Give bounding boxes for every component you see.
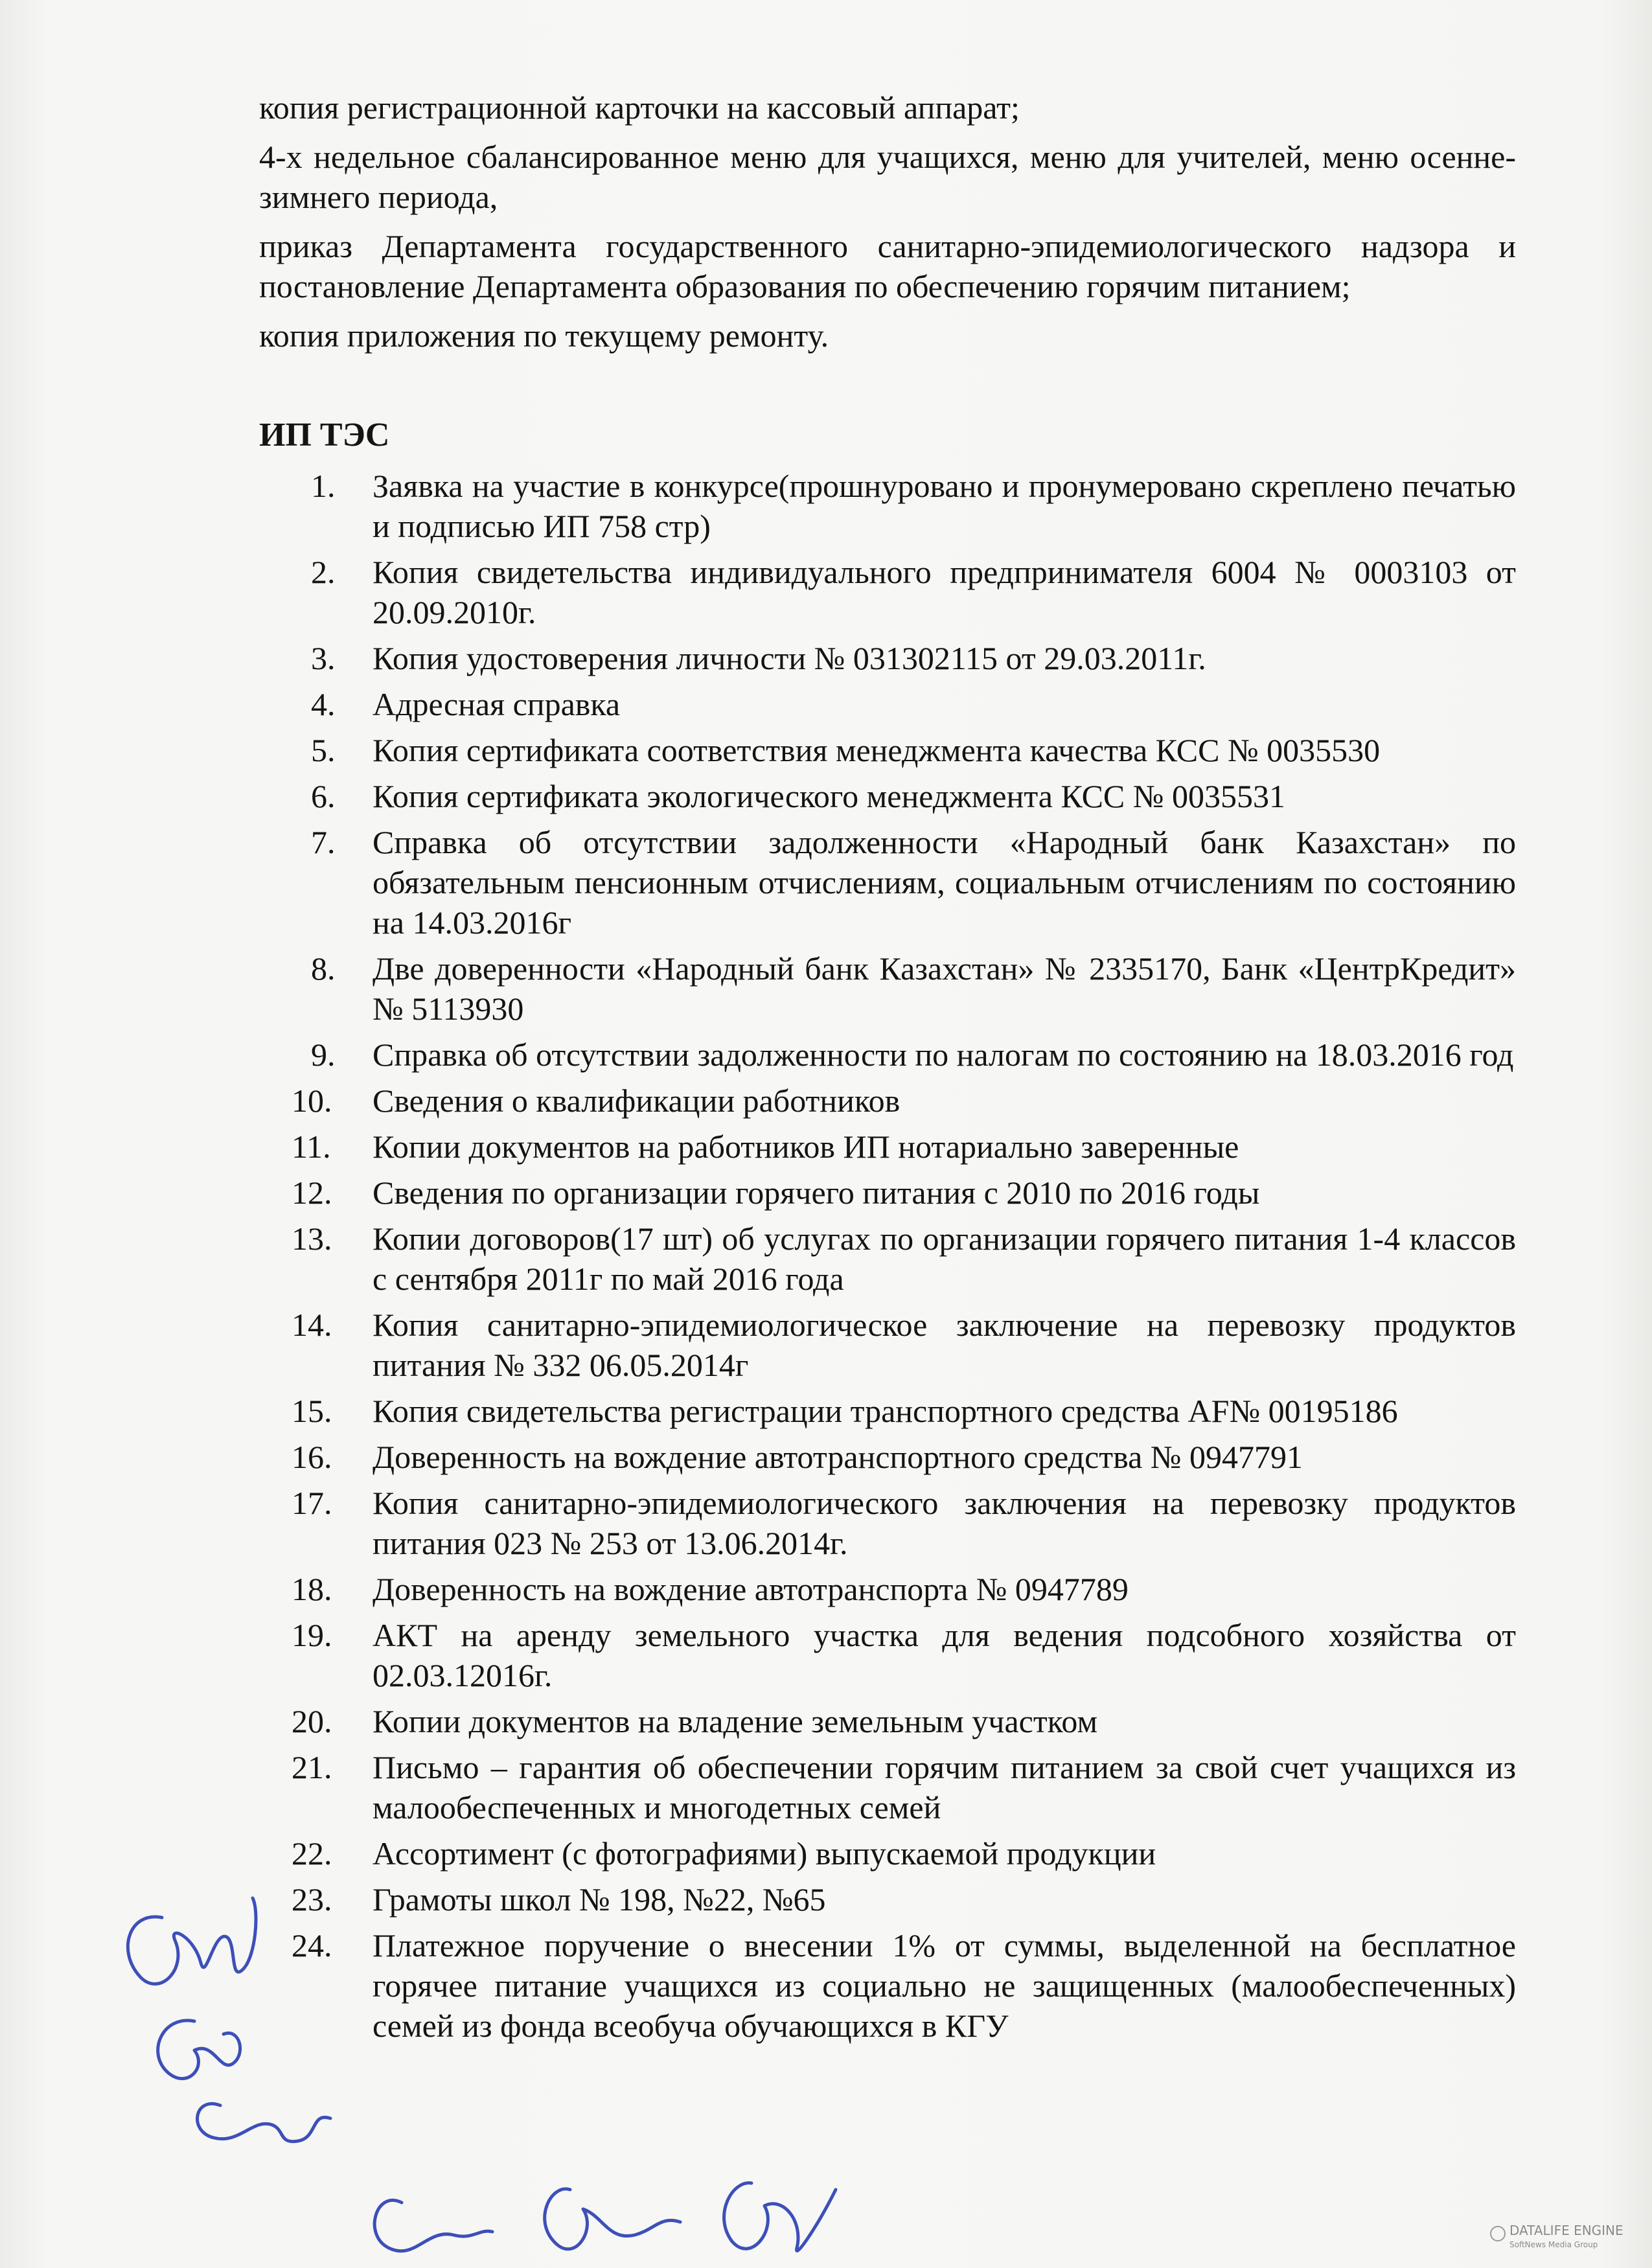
- list-item: [259, 1173, 1516, 1213]
- list-item-number: 22.: [292, 1835, 332, 1872]
- list-item: [259, 1305, 1516, 1385]
- list-item-text: Доверенность на вождение автотранспортного средства № 0947791: [373, 1439, 1303, 1475]
- list-item: [259, 1701, 1516, 1741]
- list-item-text: Адресная справка: [373, 686, 621, 722]
- list-item-number: 8.: [311, 950, 336, 987]
- list-item-number: 14.: [292, 1307, 332, 1343]
- list-item-number: 9.: [311, 1037, 336, 1073]
- document-body: [259, 87, 1516, 2052]
- list-item-text: Копии договоров(17 шт) об услугах по организации горячего питания 1-4 классов с сентября 2011г по май 2016 года: [373, 1220, 1516, 1297]
- list-item: [259, 1035, 1516, 1075]
- document-list: [259, 466, 1516, 2046]
- list-item-text: АКТ на аренду земельного участка для ведения подсобного хозяйства от 02.03.12016г.: [373, 1617, 1516, 1693]
- list-item: [259, 730, 1516, 770]
- list-item-text: Две доверенности «Народный банк Казахстан» № 2335170, Банк «ЦентрКредит» № 5113930: [373, 950, 1516, 1027]
- list-item-text: Копия сертификата соответствия менеджмента качества КСС № 0035530: [373, 732, 1381, 768]
- list-item-text: Копия санитарно-эпидемиологическое заключение на перевозку продуктов питания № 332 06.05.2014г: [373, 1307, 1516, 1383]
- list-item-text: Сведения о квалификации работников: [373, 1082, 901, 1119]
- list-item: [259, 684, 1516, 724]
- signature-2: [158, 2021, 240, 2079]
- list-item-number: 2.: [311, 554, 336, 590]
- list-item: [259, 1219, 1516, 1299]
- list-item-number: 1.: [311, 468, 336, 504]
- list-item: [259, 776, 1516, 816]
- list-item: [259, 1833, 1516, 1873]
- list-item-number: 15.: [292, 1393, 332, 1429]
- list-item-number: 24.: [292, 1927, 332, 1964]
- list-item-text: Копия санитарно-эпидемиологического заключения на перевозку продуктов питания 023 № 253 от 13.06.2014г.: [373, 1485, 1516, 1561]
- list-item-text: Копии документов на работников ИП нотариально заверенные: [373, 1128, 1239, 1165]
- list-item-number: 6.: [311, 778, 336, 814]
- list-item-text: Справка об отсутствии задолженности «Народный банк Казахстан» по обязательным пенсионным отчислениям, социальным отчислениям по состоянию на 14.03.2016г: [373, 824, 1516, 941]
- list-item: [259, 1483, 1516, 1563]
- signature-1: [128, 1898, 256, 1984]
- list-item-number: 16.: [292, 1439, 332, 1475]
- list-item-text: Платежное поручение о внесении 1% от суммы, выделенной на бесплатное горячее питание учащихся из социально не защищенных (малообеспеченных) семей из фонда всеобуча обучающихся в КГУ: [373, 1927, 1516, 2044]
- list-item: [259, 1615, 1516, 1695]
- list-item: [259, 1569, 1516, 1609]
- list-item-number: 18.: [292, 1571, 332, 1607]
- list-item-text: Копии документов на владение земельным участком: [373, 1703, 1098, 1739]
- list-item: [259, 1879, 1516, 1919]
- list-item-number: 20.: [292, 1703, 332, 1739]
- list-item-number: 17.: [292, 1485, 332, 1521]
- list-item-text: Заявка на участие в конкурсе(прошнуровано и пронумеровано скреплено печатью и подписью ИП 758 стр): [373, 468, 1516, 544]
- list-item: [259, 1127, 1516, 1167]
- list-item: [259, 1437, 1516, 1477]
- list-item: [259, 1391, 1516, 1431]
- signature-6: [724, 2183, 836, 2251]
- watermark-brand: DATALIFE ENGINE: [1509, 2223, 1623, 2238]
- signature-3: [198, 2103, 330, 2141]
- list-item-text: Ассортимент (с фотографиями) выпускаемой продукции: [373, 1835, 1156, 1872]
- list-item-text: Копия свидетельства индивидуального предпринимателя 6004 № 0003103 от 20.09.2010г.: [373, 554, 1516, 630]
- list-item: [259, 552, 1516, 632]
- list-item-number: 11.: [292, 1128, 331, 1165]
- list-item-number: 21.: [292, 1749, 332, 1785]
- watermark: [1509, 2223, 1623, 2252]
- list-item-number: 13.: [292, 1220, 332, 1257]
- signature-4: [374, 2200, 492, 2251]
- list-item-text: Справка об отсутствии задолженности по налогам по состоянию на 18.03.2016 год: [373, 1037, 1514, 1073]
- list-item-number: 7.: [311, 824, 336, 860]
- list-item-text: Грамоты школ № 198, №22, №65: [373, 1881, 826, 1918]
- list-item-text: Копия сертификата экологического менеджмента КСС № 0035531: [373, 778, 1285, 814]
- list-item: [259, 1747, 1516, 1827]
- section-heading: ИП ТЭС: [259, 417, 390, 453]
- list-item-text: Доверенность на вождение автотранспорта № 0947789: [373, 1571, 1129, 1607]
- watermark-logo-icon: [1490, 2226, 1506, 2241]
- list-item-text: Сведения по организации горячего питания с 2010 по 2016 годы: [373, 1174, 1260, 1211]
- intro-paragraph-4: копия приложения по текущему ремонту.: [259, 317, 829, 354]
- list-item-number: 19.: [292, 1617, 332, 1653]
- list-item-number: 4.: [311, 686, 336, 722]
- intro-paragraph-1: копия регистрационной карточки на кассовый аппарат;: [259, 89, 1020, 126]
- list-item: [259, 466, 1516, 546]
- intro-paragraph-2: 4-х недельное сбалансированное меню для учащихся, меню для учителей, меню осенне-зимнего периода,: [259, 139, 1516, 215]
- list-item: [259, 1081, 1516, 1121]
- list-item: [259, 1925, 1516, 2046]
- list-item: [259, 638, 1516, 678]
- list-item-text: Копия удостоверения личности № 031302115 от 29.03.2011г.: [373, 640, 1206, 676]
- list-item: [259, 948, 1516, 1029]
- watermark-sub: SoftNews Media Group: [1509, 2240, 1598, 2249]
- list-item-number: 12.: [292, 1174, 332, 1211]
- list-item-number: 23.: [292, 1881, 332, 1918]
- list-item-number: 5.: [311, 732, 336, 768]
- signature-5: [545, 2189, 680, 2249]
- list-item-text: Письмо – гарантия об обеспечении горячим питанием за свой счет учащихся из малообеспеченных и многодетных семей: [373, 1749, 1516, 1826]
- list-item-text: Копия свидетельства регистрации транспортного средства AF№ 00195186: [373, 1393, 1398, 1429]
- intro-paragraph-3: приказ Департамента государственного санитарно-эпидемиологического надзора и постановление Департамента образования по обеспечению горячим питанием;: [259, 228, 1516, 304]
- list-item-number: 3.: [311, 640, 336, 676]
- list-item-number: 10.: [292, 1082, 332, 1119]
- list-item: [259, 822, 1516, 943]
